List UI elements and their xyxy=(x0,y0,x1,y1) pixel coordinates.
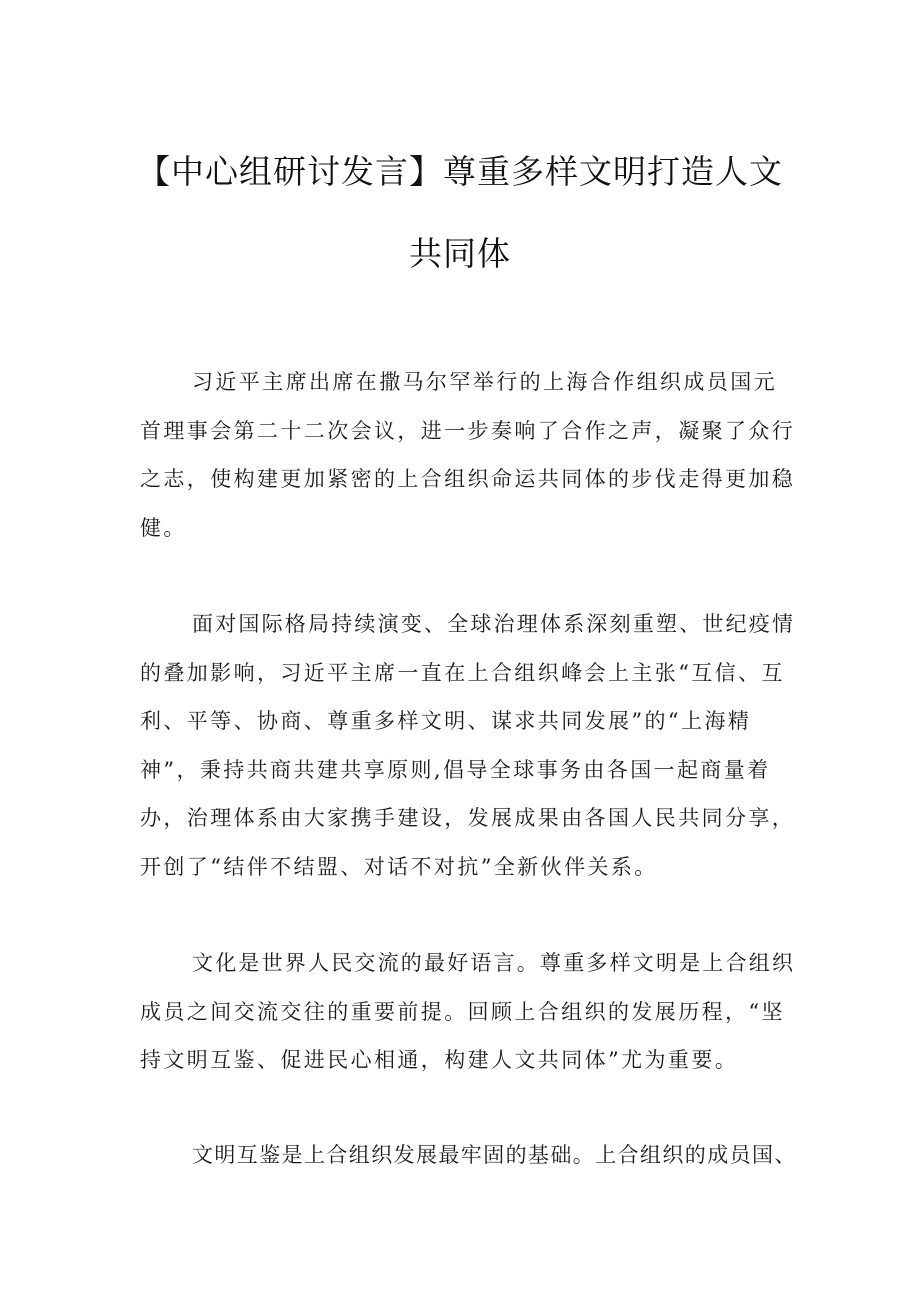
paragraph-2 xyxy=(140,600,796,891)
paragraph-1 xyxy=(140,358,796,552)
paragraph-line: 成员之间交流交往的重要前提。回顾上合组织的发展历程，“坚 xyxy=(140,999,785,1024)
paragraph-line: 文化是世界人民交流的最好语言。尊重多样文明是上合组织 xyxy=(192,951,796,975)
paragraph-line: 面对国际格局持续演变、全球治理体系深刻重塑、世纪疫情 xyxy=(192,612,796,636)
paragraph-line: 办，治理体系由大家携手建设，发展成果由各国人民共同分享， xyxy=(140,806,796,830)
paragraph-3 xyxy=(140,939,796,1085)
paragraph-line: 的叠加影响，习近平主席一直在上合组织峰会上主张“互信、互 xyxy=(140,660,785,685)
paragraph-line: 文明互鉴是上合组织发展最牢固的基础。上合组织的成员国、 xyxy=(192,1143,797,1167)
paragraph-line: 健。 xyxy=(140,515,187,540)
paragraph-line: 首理事会第二十二次会议，进一步奏响了合作之声，凝聚了众行 xyxy=(140,418,796,443)
paragraph-line: 持文明互鉴、促进民心相通，构建人文共同体”尤为重要。 xyxy=(140,1048,739,1072)
paragraph-4 xyxy=(140,1131,796,1180)
document-title-line-1: 【中心组研讨发言】尊重多样文明打造人文 xyxy=(137,152,783,191)
document-title-line-2: 共同体 xyxy=(409,234,511,273)
paragraph-line: 神”，秉持共商共建共享原则,倡导全球事务由各国一起商量着 xyxy=(140,757,771,782)
paragraph-line: 利、平等、协商、尊重多样文明、谋求共同发展”的“上海精 xyxy=(140,709,752,733)
paragraph-line: 之志，使构建更加紧密的上合组织命运共同体的步伐走得更加稳 xyxy=(140,467,796,491)
paragraph-line: 习近平主席出席在撒马尔罕举行的上海合作组织成员国元 xyxy=(192,370,777,394)
paragraph-line: 开创了“结伴不结盟、对话不对抗”全新伙伴关系。 xyxy=(140,854,658,879)
